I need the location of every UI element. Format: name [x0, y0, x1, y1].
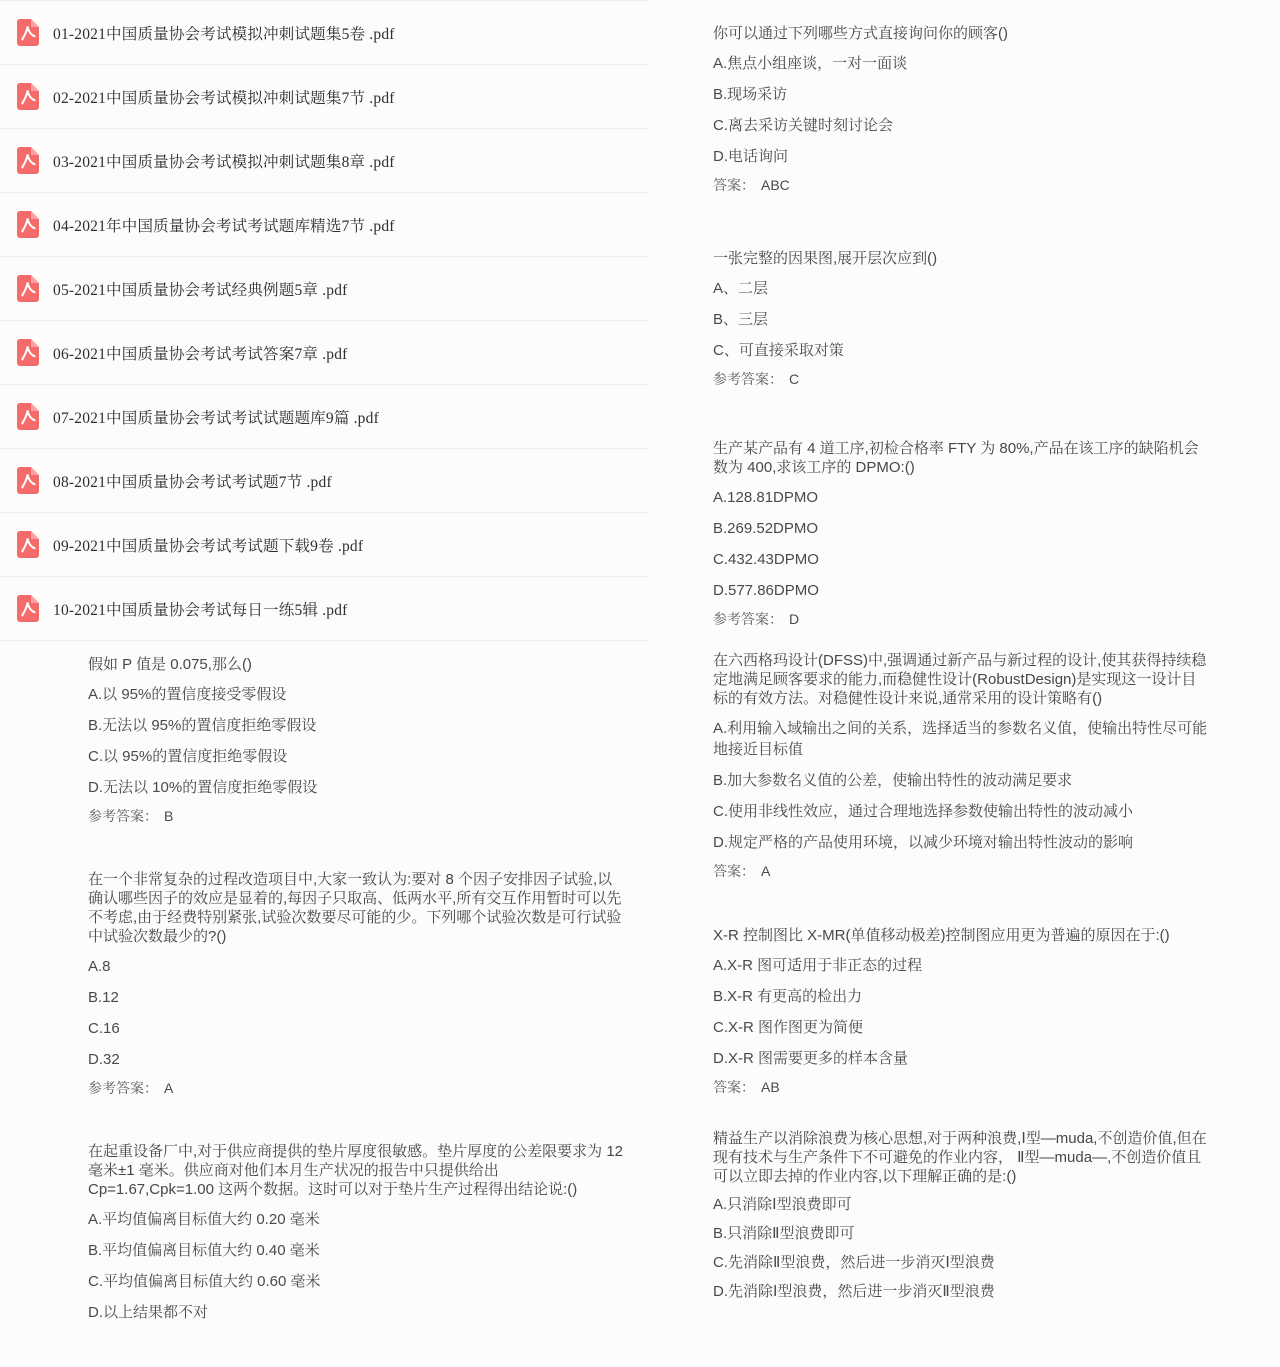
question-block: [713, 249, 1210, 389]
file-name: 06-2021中国质量协会考试考试答案7章 .pdf: [53, 345, 348, 363]
file-name: 08-2021中国质量协会考试考试题7节 .pdf: [53, 473, 332, 491]
pdf-icon: [17, 275, 39, 302]
question-text: 在六西格玛设计(DFSS)中,强调通过新产品与新过程的设计,使其获得持续稳定地满足顾客要求的能力,而稳健性设计(RobustDesign)是实现这一设计目标的有效方法。对稳健性设计来说,通常采用的设计策略有(): [713, 652, 1207, 707]
question-option-a: A.平均值偏离目标值大约 0.20 毫米: [88, 1211, 320, 1228]
pdf-file-list: [0, 0, 648, 641]
file-row[interactable]: [0, 129, 648, 193]
answer-label: 答案：: [713, 177, 755, 193]
question-block: [88, 655, 625, 826]
pdf-icon: [17, 339, 39, 366]
question-block: [713, 24, 1210, 195]
answer-label: 参考答案：: [88, 808, 158, 824]
pdf-icon: [17, 595, 39, 622]
question-option-c: C.以 95%的置信度拒绝零假设: [88, 748, 288, 765]
question-option-b: B.无法以 95%的置信度拒绝零假设: [88, 717, 317, 734]
file-name: 03-2021中国质量协会考试模拟冲刺试题集8章 .pdf: [53, 153, 395, 171]
pdf-icon: [17, 83, 39, 110]
question-option-b: B.平均值偏离目标值大约 0.40 毫米: [88, 1242, 320, 1259]
answer-value: A: [761, 863, 771, 879]
question-text: 你可以通过下列哪些方式直接询问你的顾客(): [713, 25, 1008, 42]
question-option-a: A.利用输入域输出之间的关系，选择适当的参数名义值，使输出特性尽可能地接近目标值: [713, 720, 1208, 758]
answer-value: C: [789, 371, 800, 387]
answer-value: ABC: [761, 177, 790, 193]
question-option-c: C.先消除Ⅱ型浪费，然后进一步消灭Ⅰ型浪费: [713, 1254, 995, 1271]
file-row[interactable]: [0, 321, 648, 385]
answer-line: [713, 861, 1210, 881]
question-option-d: D.无法以 10%的置信度拒绝零假设: [88, 779, 318, 796]
file-name: 09-2021中国质量协会考试考试题下载9卷 .pdf: [53, 537, 364, 555]
question-option-b: B.269.52DPMO: [713, 520, 819, 537]
file-row[interactable]: [0, 577, 648, 641]
question-text: 一张完整的因果图,展开层次应到(): [713, 250, 938, 267]
question-option-a: A.8: [88, 958, 111, 975]
question-block: [88, 1142, 625, 1323]
question-option-d: D.以上结果都不对: [88, 1304, 209, 1321]
answer-label: 参考答案：: [88, 1080, 158, 1096]
file-row[interactable]: [0, 449, 648, 513]
file-name: 02-2021中国质量协会考试模拟冲刺试题集7节 .pdf: [53, 89, 395, 107]
pdf-icon: [17, 211, 39, 238]
question-block: [88, 870, 625, 1098]
file-row[interactable]: [0, 385, 648, 449]
pdf-icon: [17, 19, 39, 46]
answer-line: [713, 1077, 1210, 1097]
answer-value: A: [164, 1080, 174, 1096]
pdf-icon: [17, 467, 39, 494]
question-block: [713, 439, 1210, 629]
question-option-c: C、可直接采取对策: [713, 342, 844, 359]
question-option-c: C.离去采访关键时刻讨论会: [713, 117, 894, 134]
pdf-icon: [17, 147, 39, 174]
question-block: [713, 1129, 1210, 1302]
question-option-a: A.X-R 图可适用于非正态的过程: [713, 957, 923, 974]
question-option-d: D.577.86DPMO: [713, 582, 819, 599]
question-option-b: B.X-R 有更高的检出力: [713, 988, 863, 1005]
file-row[interactable]: [0, 65, 648, 129]
question-option-d: D.规定严格的产品使用环境，以减少环境对输出特性波动的影响: [713, 834, 1134, 851]
pdf-icon: [17, 531, 39, 558]
question-option-d: D.X-R 图需要更多的样本含量: [713, 1050, 909, 1067]
question-option-b: B.12: [88, 989, 119, 1006]
question-text: 假如 P 值是 0.075,那么(): [88, 656, 252, 673]
answer-line: [88, 806, 625, 826]
left-question-area: [0, 641, 648, 1323]
question-option-a: A.焦点小组座谈，一对一面谈: [713, 55, 908, 72]
question-option-b: B.加大参数名义值的公差，使输出特性的波动满足要求: [713, 772, 1073, 789]
file-name: 07-2021中国质量协会考试考试试题题库9篇 .pdf: [53, 409, 379, 427]
file-name: 04-2021年中国质量协会考试考试题库精选7节 .pdf: [53, 217, 395, 235]
answer-line: [713, 609, 1210, 629]
question-option-c: C.432.43DPMO: [713, 551, 819, 568]
file-name: 01-2021中国质量协会考试模拟冲刺试题集5卷 .pdf: [53, 25, 395, 43]
question-text: 在一个非常复杂的过程改造项目中,大家一致认为:要对 8 个因子安排因子试验,以确认哪些因子的效应是显着的,每因子只取高、低两水平,所有交互作用暂时可以先不考虑,由于经费特别紧张,试验次数要尽可能的少。下列哪个试验次数是可行试验中试验次数最少的?(): [88, 871, 622, 945]
answer-value: B: [164, 808, 174, 824]
file-row[interactable]: [0, 1, 648, 65]
file-name: 10-2021中国质量协会考试每日一练5辑 .pdf: [53, 601, 348, 619]
question-text: 生产某产品有 4 道工序,初检合格率 FTY 为 80%,产品在该工序的缺陷机会数为 400,求该工序的 DPMO:(): [713, 440, 1199, 476]
answer-label: 参考答案：: [713, 371, 783, 387]
question-option-b: B.只消除Ⅱ型浪费即可: [713, 1225, 855, 1242]
question-option-c: C.X-R 图作图更为简便: [713, 1019, 864, 1036]
question-option-a: A.以 95%的置信度接受零假设: [88, 686, 287, 703]
question-text: 精益生产以消除浪费为核心思想,对于两种浪费,Ⅰ型—muda,不创造价值,但在现有技术与生产条件下不可避免的作业内容， Ⅱ型—muda—,不创造价值且可以立即去掉的作业内容,以下理解正确的是:(): [713, 1130, 1207, 1185]
answer-line: [713, 175, 1210, 195]
file-row[interactable]: [0, 257, 648, 321]
answer-label: 参考答案：: [713, 611, 783, 627]
question-text: 在起重设备厂中,对于供应商提供的垫片厚度很敏感。垫片厚度的公差限要求为 12 毫米±1 毫米。供应商对他们本月生产状况的报告中只提供给出 Cp=1.67,Cpk=1.00 这两个数据。这时可以对于垫片生产过程得出结论说:(): [88, 1143, 624, 1198]
answer-line: [713, 369, 1210, 389]
answer-label: 答案：: [713, 1079, 755, 1095]
pdf-icon: [17, 403, 39, 430]
question-block: [713, 926, 1210, 1097]
question-text: X-R 控制图比 X-MR(单值移动极差)控制图应用更为普遍的原因在于:(): [713, 927, 1170, 944]
question-option-b: B.现场采访: [713, 86, 788, 103]
question-option-c: C.平均值偏离目标值大约 0.60 毫米: [88, 1273, 321, 1290]
question-option-d: D.电话询问: [713, 148, 789, 165]
question-option-a: A.128.81DPMO: [713, 489, 819, 506]
question-option-a: A、二层: [713, 280, 769, 297]
question-option-a: A.只消除Ⅰ型浪费即可: [713, 1196, 852, 1213]
answer-value: AB: [761, 1079, 780, 1095]
question-option-c: C.使用非线性效应，通过合理地选择参数使输出特性的波动减小: [713, 803, 1134, 820]
question-option-c: C.16: [88, 1020, 120, 1037]
answer-value: D: [789, 611, 800, 627]
question-option-d: D.先消除Ⅰ型浪费，然后进一步消灭Ⅱ型浪费: [713, 1283, 995, 1300]
file-row[interactable]: [0, 513, 648, 577]
file-name: 05-2021中国质量协会考试经典例题5章 .pdf: [53, 281, 348, 299]
question-block: [713, 651, 1210, 881]
question-option-d: D.32: [88, 1051, 120, 1068]
answer-label: 答案：: [713, 863, 755, 879]
question-option-b: B、三层: [713, 311, 769, 328]
file-row[interactable]: [0, 193, 648, 257]
right-column: [713, 0, 1210, 1367]
answer-line: [88, 1078, 625, 1098]
